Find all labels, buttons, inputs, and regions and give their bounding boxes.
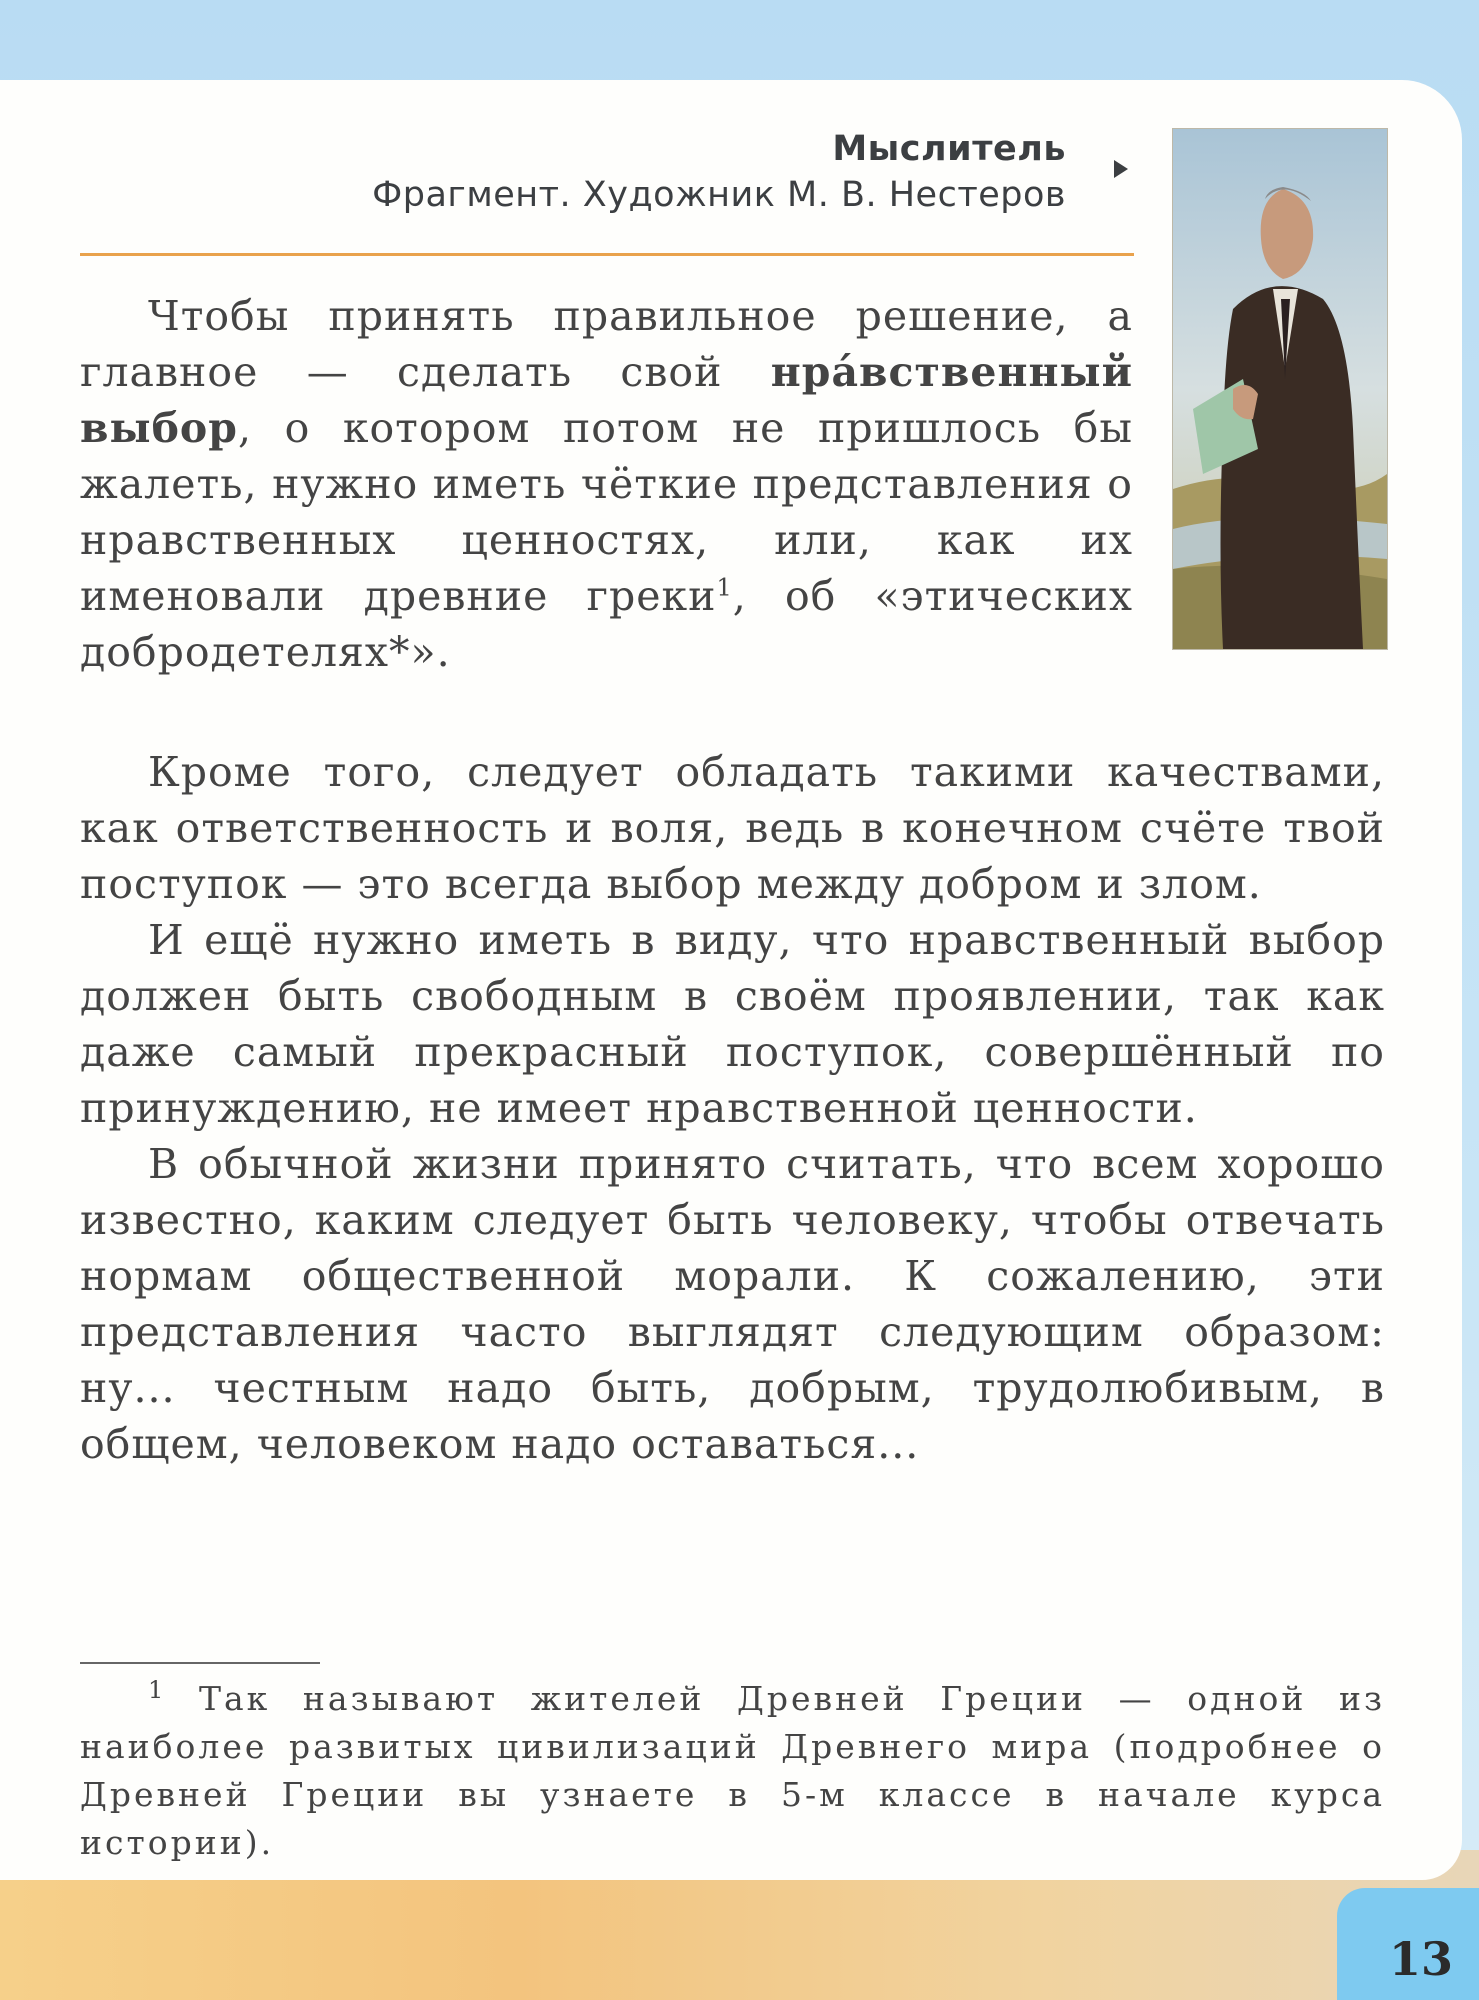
illustration-caption (372, 126, 1066, 218)
footnote-text: Так называют жителей Древней Греции — одной из наиболее развитых цивилизаций Древнего мира (подробнее о Древней Греции вы узнаете в 5-м классе в начале курса истории). (80, 1679, 1385, 1862)
footnote-number: 1 (148, 1676, 167, 1704)
footnote-ref[interactable]: 1 (716, 573, 733, 602)
footnote-divider (80, 1662, 320, 1664)
thinker-painting-icon (1172, 128, 1388, 650)
paragraph-4: В обычной жизни принято считать, что всем хорошо известно, каким следует быть человеку, чтобы отвечать нормам общественной морали. К сожалению, эти представления часто выглядят следующим образом: ну... честным надо быть, добрым, трудолюбивым, в общем, человеком надо оставаться... (80, 1140, 1385, 1468)
caption-divider (80, 253, 1134, 256)
caption-subtitle: Фрагмент. Художник М. В. Нестеров (372, 175, 1066, 215)
footnote (80, 1675, 1385, 1867)
paragraph-3: И ещё нужно иметь в виду, что нравственный выбор должен быть свободным в своём проявлении, так как даже самый прекрасный поступок, совершённый по принуждению, не имеет нравственной ценности. (80, 916, 1385, 1132)
body-text-bottom (80, 744, 1385, 1472)
page-number: 13 (1388, 1932, 1453, 1986)
paragraph-1-after: , об «этических добродетелях*». (80, 572, 1133, 676)
paragraph-1-before: Чтобы принять правильное решение, а главное — сделать свой (80, 292, 1133, 396)
textbook-page (0, 80, 1462, 1880)
caption-title: Мыслитель (832, 129, 1066, 169)
paragraph-2: Кроме того, следует обладать такими качествами, как ответственность и воля, ведь в конечном счёте твой поступок — это всегда выбор между добром и злом. (80, 748, 1385, 908)
term-moral-choice: нра́вственный выбор (80, 348, 1133, 452)
body-text-top (80, 288, 1133, 680)
paragraph-1-middle: , о котором потом не пришлось бы жалеть, нужно иметь чёткие представления о нравственных ценностях, или, как их именовали древние греки (80, 404, 1133, 620)
paragraph-1 (80, 288, 1133, 680)
pointer-arrow-icon (1114, 160, 1128, 178)
